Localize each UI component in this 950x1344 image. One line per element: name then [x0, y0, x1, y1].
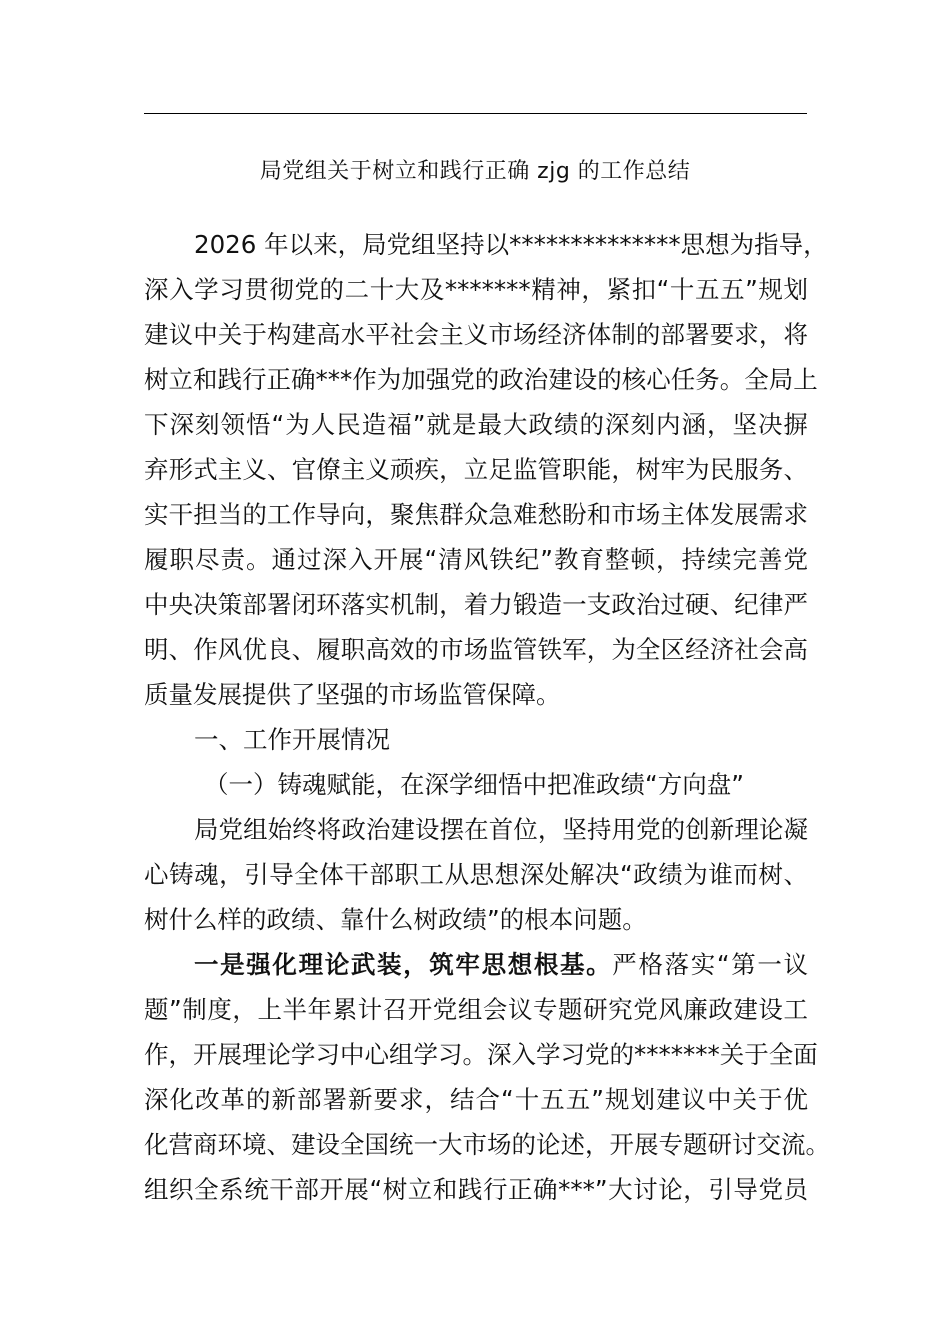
bold-lead-in: 一是强化理论武装，筑牢思想根基。: [194, 950, 613, 979]
paragraph-line: 题”制度，上半年累计召开党组会议专题研究党风廉政建设工: [144, 995, 808, 1024]
subsection-heading: （一）铸魂赋能，在深学细悟中把准政绩“方向盘”: [204, 770, 744, 799]
paragraph-line: 2026 年以来，局党组坚持以**************思想为指导，: [194, 230, 828, 259]
paragraph-line: 化营商环境、建设全国统一大市场的论述，开展专题研讨交流。: [144, 1130, 830, 1159]
paragraph-line: 深化改革的新部署新要求，结合“十五五”规划建议中关于优: [144, 1085, 808, 1114]
paragraph-line: 中央决策部署闭环落实机制，着力锻造一支政治过硬、纪律严: [144, 590, 808, 619]
paragraph-line: 心铸魂，引导全体干部职工从思想深处解决“政绩为谁而树、: [144, 860, 808, 889]
paragraph-line: 建议中关于构建高水平社会主义市场经济体制的部署要求，将: [144, 320, 808, 349]
paragraph-line: 弃形式主义、官僚主义顽疾，立足监管职能，树牢为民服务、: [144, 455, 808, 484]
paragraph-line: 树什么样的政绩、靠什么树政绩”的根本问题。: [144, 905, 647, 934]
header-rule: [144, 113, 807, 114]
lead-in-rest: 严格落实“第一议: [612, 950, 808, 979]
paragraph-line: 明、作风优良、履职高效的市场监管铁军，为全区经济社会高: [144, 635, 808, 664]
paragraph-line: 履职尽责。通过深入开展“清风铁纪”教育整顿，持续完善党: [144, 545, 808, 574]
paragraph-line: 树立和践行正确***作为加强党的政治建设的核心任务。全局上: [144, 365, 818, 394]
paragraph-line: 质量发展提供了坚强的市场监管保障。: [144, 680, 561, 709]
paragraph-line-lead: [144, 942, 808, 987]
paragraph-line: 作，开展理论学习中心组学习。深入学习党的*******关于全面: [144, 1040, 818, 1069]
paragraph-line: 实干担当的工作导向，聚焦群众急难愁盼和市场主体发展需求: [144, 500, 808, 529]
paragraph-line: 深入学习贯彻党的二十大及*******精神，紧扣“十五五”规划: [144, 275, 808, 304]
paragraph-line: 下深刻领悟“为人民造福”就是最大政绩的深刻内涵，坚决摒: [144, 410, 808, 439]
section-heading: 一、工作开展情况: [194, 725, 390, 754]
paragraph-line: 组织全系统干部开展“树立和践行正确***”大讨论，引导党员: [144, 1175, 808, 1204]
paragraph-line: 局党组始终将政治建设摆在首位，坚持用党的创新理论凝: [194, 815, 808, 844]
document-body: [144, 222, 830, 1212]
document-title: 局党组关于树立和践行正确 zjg 的工作总结: [259, 159, 691, 184]
